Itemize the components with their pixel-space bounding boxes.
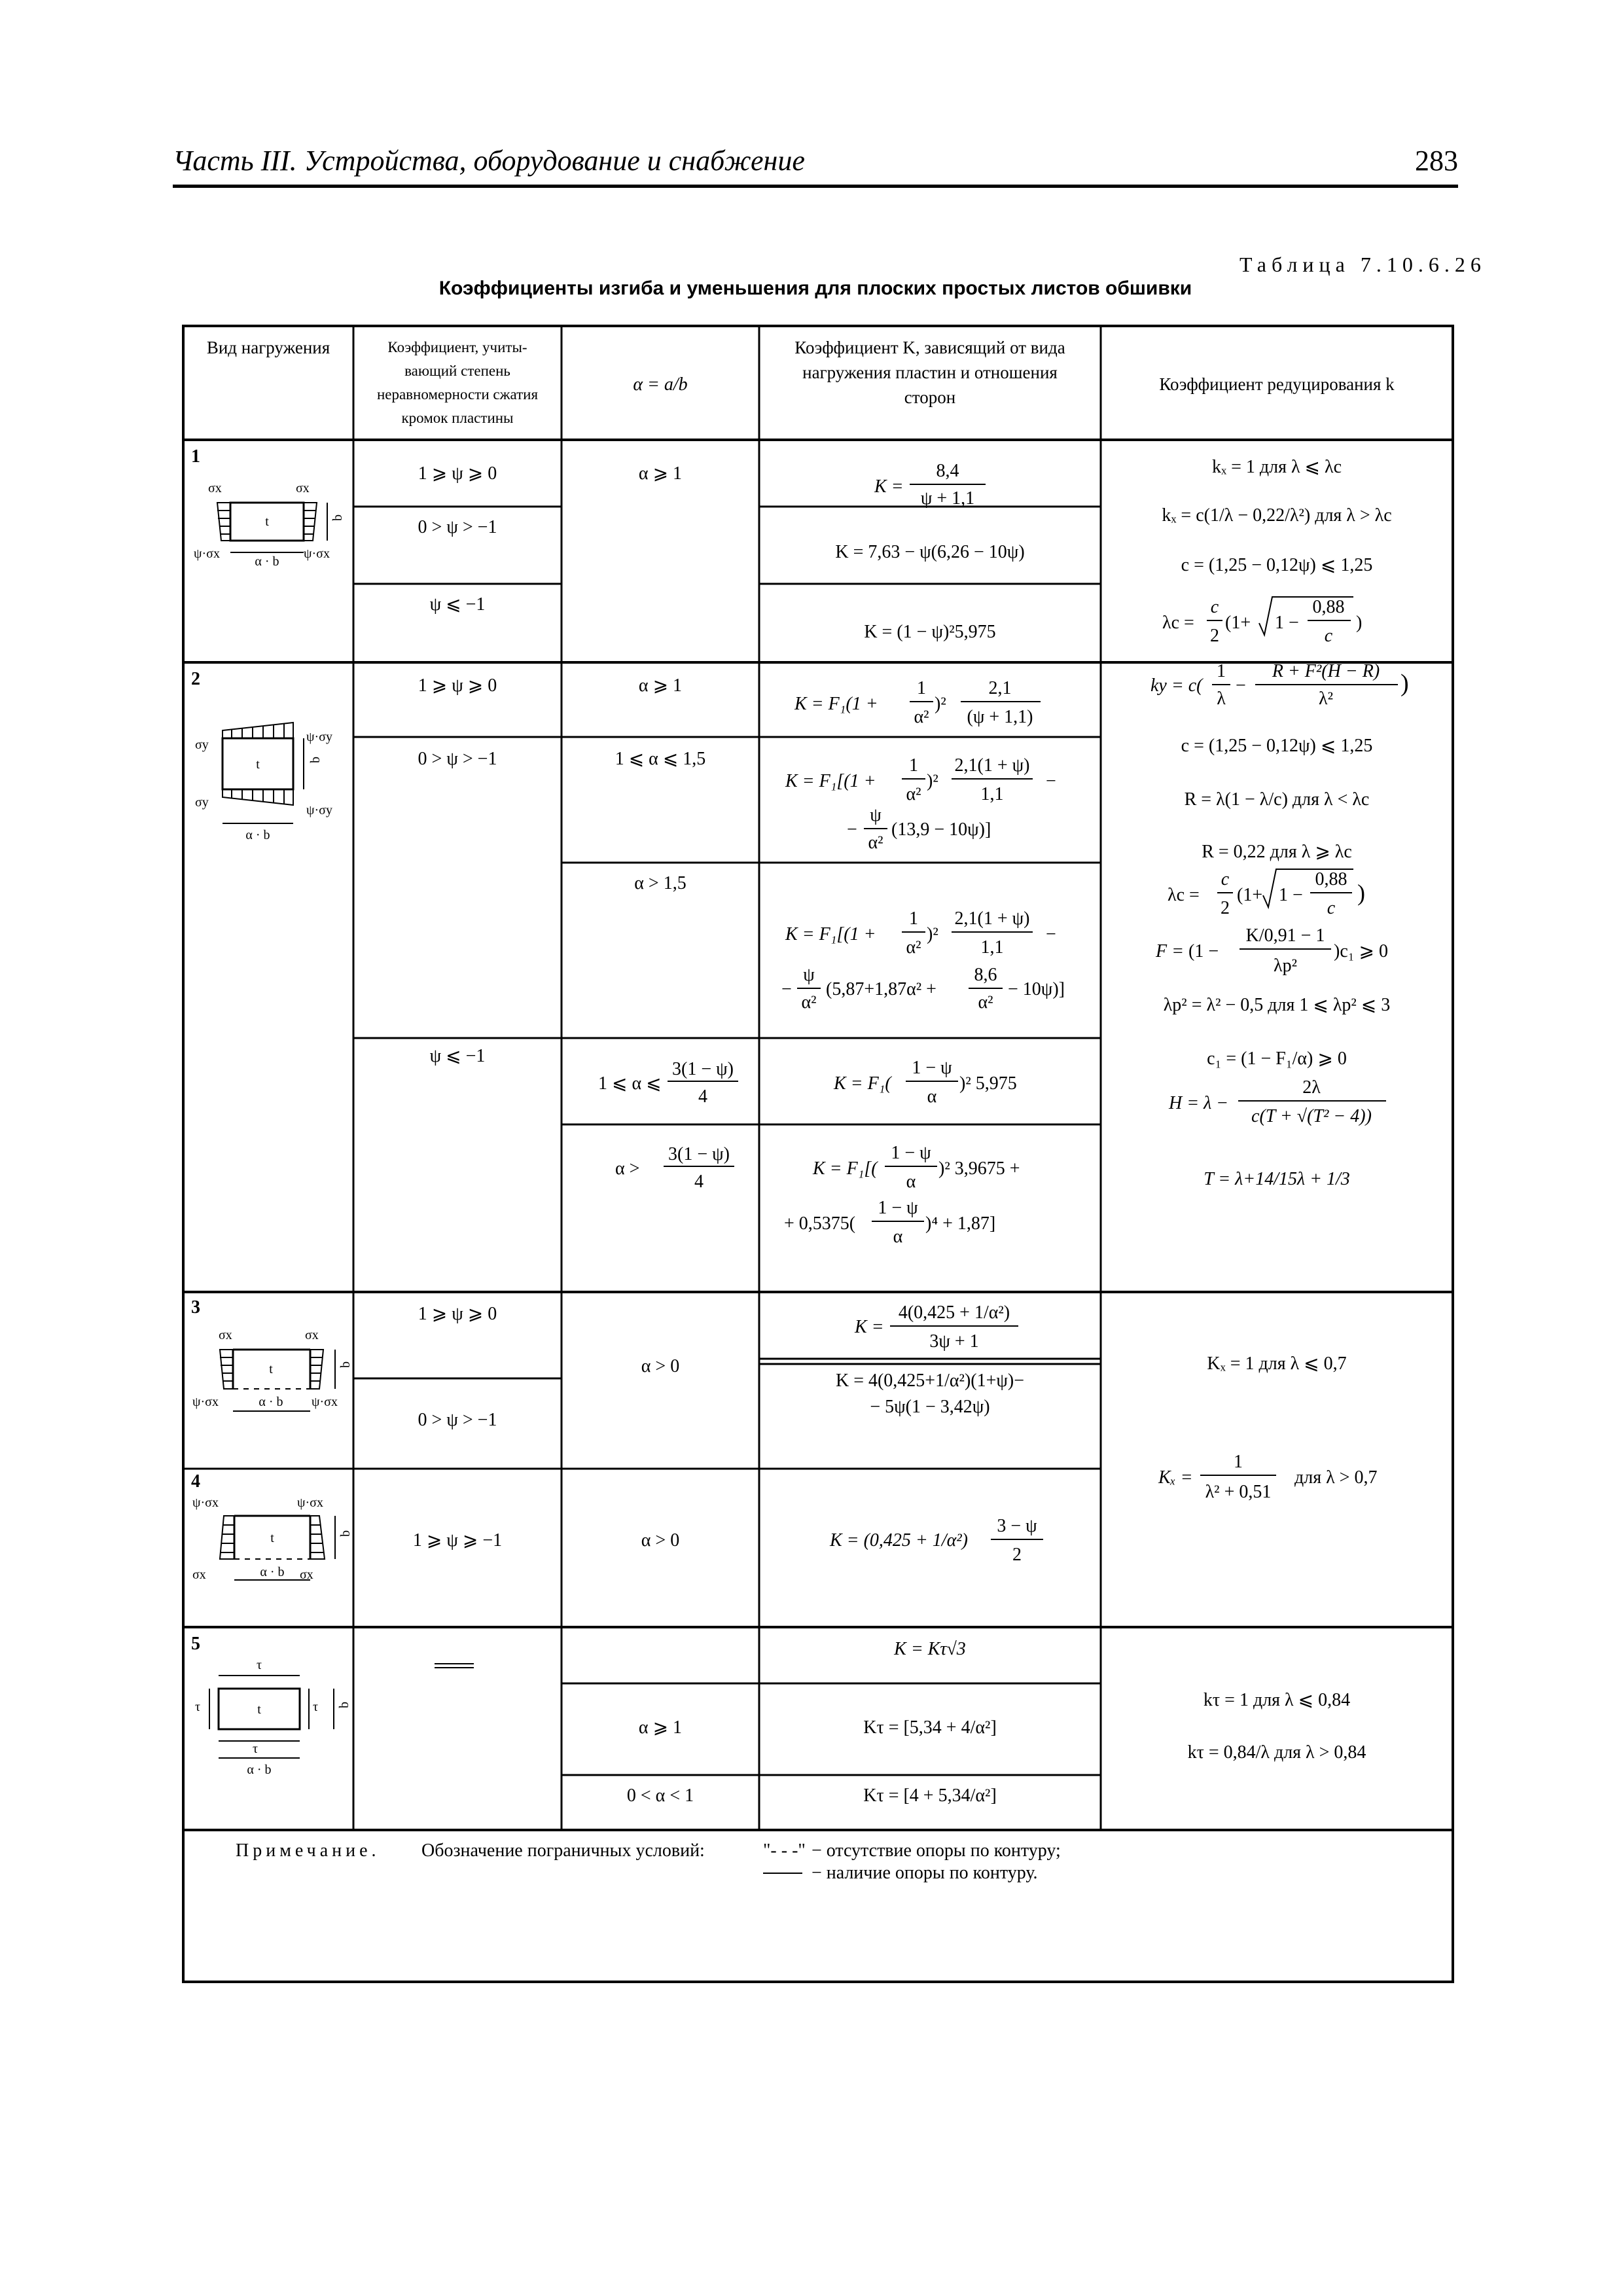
diagram-case-2 <box>195 723 332 842</box>
sigma-y-label: σy <box>195 738 209 752</box>
square: )² <box>927 924 938 944</box>
R-line-1: R = λ(1 − λ/c) для λ < λc <box>1184 789 1370 810</box>
frac-num: R + F²(H − R) <box>1272 661 1380 681</box>
K-formula-case-5-a: K = Kτ√3 <box>894 1639 966 1659</box>
frac-den: α² <box>906 784 921 804</box>
frac-num: 1 <box>909 755 918 776</box>
F-open: (1 − <box>1188 941 1219 961</box>
frac-num: c <box>1221 869 1230 889</box>
ky-lhs: ky = c( <box>1150 675 1203 696</box>
case-number-2: 2 <box>191 669 200 689</box>
psi-sigma-x-label: ψ·σx <box>194 547 220 561</box>
psi-case-1-c: ψ ⩽ −1 <box>429 594 486 615</box>
diagram-case-4 <box>192 1496 353 1582</box>
minus: − <box>781 979 792 999</box>
frac-den: λp² <box>1274 956 1297 976</box>
diagram-case-5 <box>195 1658 351 1777</box>
minus: − <box>1046 924 1056 944</box>
lambda-c-formula-case-1 <box>1162 597 1362 646</box>
minus: − <box>1046 771 1056 791</box>
Kx-line-1: Kₓ = 1 для λ ⩽ 0,7 <box>1207 1354 1347 1374</box>
K-formula-case-3-b-line-2: − 5ψ(1 − 3,42ψ) <box>870 1397 990 1417</box>
K-denominator: 3ψ + 1 <box>929 1331 979 1352</box>
Kx-lhs: Kₓ = <box>1158 1467 1193 1488</box>
case-number-1: 1 <box>191 446 200 467</box>
Kx-tail: для λ > 0,7 <box>1294 1467 1378 1488</box>
diagram-case-3 <box>192 1328 353 1411</box>
K-numerator: 8,4 <box>936 461 959 481</box>
frac-num: 1 <box>917 678 926 698</box>
paren-close: ) <box>1357 880 1365 906</box>
K-formula-case-2-b <box>785 755 1056 853</box>
alpha-case-3: α > 0 <box>641 1356 680 1376</box>
c-line: c = (1,25 − 0,12ψ) ⩽ 1,25 <box>1181 736 1373 756</box>
frac-den: α² <box>801 992 817 1013</box>
k-case-1-line-3: c = (1,25 − 0,12ψ) ⩽ 1,25 <box>1181 555 1373 575</box>
col-header-K-line-1: Коэффициент K, зависящий от вида <box>794 338 1065 357</box>
frac-den: λ² + 0,51 <box>1205 1482 1272 1502</box>
frac-den: α² <box>868 833 883 853</box>
K-formula-case-1-c: K = (1 − ψ)²5,975 <box>864 622 996 642</box>
col-header-alpha: α = a/b <box>633 374 688 395</box>
K-numerator: 4(0,425 + 1/α²) <box>898 1302 1010 1323</box>
length-label: α · b <box>247 1763 272 1777</box>
K-denominator: ψ + 1,1 <box>920 488 975 509</box>
case-5-row <box>191 1634 1366 1806</box>
psi-sigma-x-label: ψ·σx <box>312 1395 338 1409</box>
width-label: b <box>337 1702 351 1708</box>
thickness-label: t <box>270 1531 274 1545</box>
frac-num: 1 − ψ <box>891 1143 931 1163</box>
alpha-frac-num: 3(1 − ψ) <box>672 1059 734 1079</box>
psi-sigma-x-label: ψ·σx <box>297 1496 323 1510</box>
frac-den: λ² <box>1319 689 1333 709</box>
frac-num: 0,88 <box>1315 869 1347 889</box>
psi-case-2-a: 1 ⩾ ψ ⩾ 0 <box>418 675 497 696</box>
width-label: b <box>308 757 323 763</box>
table-header <box>207 338 1395 426</box>
length-label: α · b <box>259 1395 283 1409</box>
tau-label: τ <box>313 1700 319 1714</box>
psi-case-3-a: 1 ⩾ ψ ⩾ 0 <box>418 1304 497 1324</box>
note-text-1: Обозначение пограничных условий: <box>421 1840 705 1861</box>
frac-den: 1,1 <box>980 937 1004 958</box>
frac-num: ψ <box>870 805 882 825</box>
thickness-label: t <box>269 1362 273 1376</box>
col-header-psi-line-1: Коэффициент, учиты- <box>387 339 527 355</box>
tail: )⁴ + 1,87] <box>925 1213 996 1234</box>
R-line-2: R = 0,22 для λ ⩾ λc <box>1202 842 1352 862</box>
sigma-x-label: σx <box>192 1568 206 1582</box>
tau-label: τ <box>195 1700 201 1714</box>
frac-den: α <box>927 1086 937 1107</box>
thickness-label: t <box>256 757 260 772</box>
frac-den: α <box>893 1227 903 1247</box>
col-header-psi-line-4: кромок пластины <box>401 410 514 426</box>
case-number-5: 5 <box>191 1634 200 1654</box>
inner-num: 0,88 <box>1312 597 1345 617</box>
K-formula-case-3-b-line-1: K = 4(0,425+1/α²)(1+ψ)− <box>835 1371 1025 1391</box>
sigma-x-label: σx <box>208 481 222 495</box>
frac-den: 2 <box>1210 626 1219 646</box>
K-lhs: K = F₁[(1 + <box>785 924 876 944</box>
alpha-case-2-b: 1 ⩽ α ⩽ 1,5 <box>615 749 706 769</box>
col-header-reduction: Коэффициент редуцирования k <box>1159 374 1395 394</box>
K-formula-case-2-a <box>794 678 1041 727</box>
inner-den: c <box>1324 626 1333 646</box>
psi-sigma-y-label: ψ·σy <box>306 803 332 817</box>
page-number: 283 <box>1415 145 1458 177</box>
frac-den: α² <box>978 992 993 1013</box>
alpha-case-1: α ⩾ 1 <box>638 463 683 484</box>
alpha-case-2-e: α > <box>615 1158 640 1179</box>
root-body: 1 − <box>1275 613 1299 633</box>
psi-case-1-a: 1 ⩾ ψ ⩾ 0 <box>418 463 497 484</box>
K-formula-case-2-d <box>833 1058 1017 1107</box>
frac-num: 1 − ψ <box>912 1058 952 1078</box>
K-lhs: K = <box>874 476 904 497</box>
thickness-label: t <box>265 514 269 529</box>
alpha-case-2-a: α ⩾ 1 <box>638 675 683 696</box>
psi-case-4: 1 ⩾ ψ ⩾ −1 <box>412 1530 503 1551</box>
note-label: Примечание. <box>236 1840 380 1861</box>
k-formulas-case-2 <box>1150 661 1409 1189</box>
frac-num: K/0,91 − 1 <box>1245 925 1325 946</box>
width-label: b <box>330 514 345 521</box>
frac-num: 2,1(1 + ψ) <box>954 908 1030 929</box>
k-case-1-line-2: kₓ = c(1/λ − 0,22/λ²) для λ > λc <box>1162 505 1392 526</box>
square: )² <box>935 694 946 714</box>
mid: (5,87+1,87α² + <box>826 979 936 999</box>
paren-open: (1+ <box>1225 613 1251 633</box>
case-4-row <box>191 1471 1043 1582</box>
frac-num: ψ <box>803 965 815 985</box>
frac-num: 1 <box>909 908 918 929</box>
sigma-y-label: σy <box>195 795 209 810</box>
alpha-case-2-d: 1 ⩽ α ⩽ <box>598 1073 662 1094</box>
running-title: Часть III. Устройства, оборудование и снабжение <box>173 145 805 177</box>
F-tail: )c₁ ⩾ 0 <box>1334 941 1388 961</box>
psi-case-1-b: 0 > ψ > −1 <box>418 517 497 537</box>
tau-label: τ <box>257 1658 262 1672</box>
col-header-psi-line-3: неравномерности сжатия <box>376 386 539 403</box>
col-header-K-line-3: сторон <box>904 387 956 407</box>
note-text-3: − наличие опоры по контуру. <box>812 1863 1038 1883</box>
frac-num: 2,1(1 + ψ) <box>954 755 1030 776</box>
col-header-load-type: Вид нагружения <box>206 338 330 357</box>
tail: − 10ψ)] <box>1008 979 1065 999</box>
K-lhs: K = <box>855 1317 884 1337</box>
k-tau-line-1: kτ = 1 для λ ⩽ 0,84 <box>1203 1690 1351 1710</box>
minus: − <box>1236 675 1246 696</box>
k-case-1-line-1: kₓ = 1 для λ ⩽ λc <box>1211 457 1342 477</box>
psi-sigma-y-label: ψ·σy <box>306 730 332 744</box>
frac-den: α <box>906 1172 916 1192</box>
minus: − <box>847 819 857 840</box>
lambda-p-line: λp² = λ² − 0,5 для 1 ⩽ λp² ⩽ 3 <box>1163 995 1391 1015</box>
case-2-row <box>191 661 1409 1247</box>
frac-den: α² <box>906 937 921 958</box>
coefficient-table <box>182 325 1454 1990</box>
note-dashed-sample: "- - -" <box>763 1840 806 1861</box>
alpha-case-5-a: α ⩾ 1 <box>638 1717 683 1738</box>
K-formula-case-5-b: Kτ = [5,34 + 4/α²] <box>863 1717 997 1738</box>
frac-num: c <box>1210 597 1219 617</box>
case-number-3: 3 <box>191 1297 200 1318</box>
alpha-case-2-c: α > 1,5 <box>634 873 687 893</box>
paren-close: ) <box>1400 670 1409 697</box>
K-formula-case-2-e <box>784 1143 1020 1247</box>
frac-den: α² <box>914 707 929 727</box>
width-label: b <box>338 1530 353 1537</box>
frac-num: 8,6 <box>974 965 997 985</box>
tail: (13,9 − 10ψ)] <box>891 819 991 840</box>
frac-num: 1 <box>1217 661 1226 681</box>
F-lhs: F = <box>1156 941 1184 961</box>
length-label: α · b <box>260 1565 285 1579</box>
k-tau-line-2: kτ = 0,84/λ для λ > 0,84 <box>1187 1742 1366 1763</box>
K-formula-case-2-c <box>781 908 1065 1013</box>
alpha-frac-den: 4 <box>698 1086 707 1107</box>
sigma-x-label: σx <box>305 1328 319 1342</box>
frac-den: 2 <box>1221 898 1230 918</box>
square: )² <box>927 771 938 791</box>
length-label: α · b <box>245 828 270 842</box>
diagram-case-1 <box>194 481 345 569</box>
H-lhs: H = λ − <box>1169 1093 1229 1113</box>
psi-case-2-c: ψ ⩽ −1 <box>429 1046 486 1066</box>
T-line: T = λ+14/15λ + 1/3 <box>1204 1169 1350 1189</box>
thickness-label: t <box>257 1702 261 1717</box>
root-body: 1 − <box>1279 885 1303 905</box>
frac-den: (ψ + 1,1) <box>967 707 1033 727</box>
K-numerator: 3 − ψ <box>997 1516 1037 1536</box>
frac-den: c <box>1327 898 1336 918</box>
table-caption: Коэффициенты изгиба и уменьшения для плоских простых листов обшивки <box>438 278 1192 299</box>
sigma-x-label: σx <box>219 1328 232 1342</box>
length-label: α · b <box>255 554 279 569</box>
line-2: + 0,5375( <box>784 1213 856 1234</box>
psi-sigma-x-label: ψ·σx <box>192 1395 219 1409</box>
K-lhs: K = F₁( <box>834 1073 891 1094</box>
frac-den: c(T + √(T² − 4)) <box>1251 1106 1372 1126</box>
frac-num: 2,1 <box>988 678 1012 698</box>
frac-den: 1,1 <box>980 784 1004 804</box>
K-denominator: 2 <box>1012 1545 1022 1565</box>
alpha-frac-num: 3(1 − ψ) <box>668 1144 730 1164</box>
K-lhs: K = F₁(1 + <box>794 694 878 714</box>
K-formula-case-5-c: Kτ = [4 + 5,34/α²] <box>863 1785 997 1806</box>
K-lhs: K = F₁[( <box>813 1158 878 1179</box>
tail: )² 3,9675 + <box>938 1158 1020 1179</box>
col-header-K-line-2: нагружения пластин и отношения <box>802 363 1058 382</box>
width-label: b <box>338 1361 353 1368</box>
K-lhs: K = F₁[(1 + <box>785 771 876 791</box>
running-head <box>173 137 1458 188</box>
col-header-psi-line-2: вающий степень <box>404 363 510 379</box>
alpha-case-4: α > 0 <box>641 1530 680 1551</box>
sigma-x-label: σx <box>300 1568 313 1582</box>
paren-open: (1+ <box>1237 885 1263 905</box>
paren-close: ) <box>1356 613 1363 633</box>
note-text-2: − отсутствие опоры по контуру; <box>812 1840 1061 1861</box>
lambda-c-lhs: λc = <box>1168 885 1200 905</box>
k-formulas-case-3-4 <box>1158 1354 1377 1502</box>
frac-num: 2λ <box>1302 1077 1321 1098</box>
psi-sigma-x-label: ψ·σx <box>192 1496 219 1510</box>
alpha-case-5-b: 0 < α < 1 <box>626 1785 694 1806</box>
c1-line: c₁ = (1 − F₁/α) ⩾ 0 <box>1207 1049 1347 1069</box>
alpha-frac-den: 4 <box>694 1172 704 1192</box>
frac-num: 1 <box>1234 1452 1243 1472</box>
table-number: Таблица 7.10.6.26 <box>1240 253 1486 276</box>
sigma-x-label: σx <box>296 481 310 495</box>
supported-edge-symbol <box>435 1664 474 1668</box>
lambda-c-lhs: λc = <box>1162 613 1194 633</box>
frac-num: 1 − ψ <box>878 1198 918 1218</box>
case-number-4: 4 <box>191 1471 200 1492</box>
table-note <box>236 1840 1061 1883</box>
psi-case-2-b: 0 > ψ > −1 <box>418 749 497 769</box>
frac-den: λ <box>1217 689 1226 709</box>
K-formula-case-1-b: K = 7,63 − ψ(6,26 − 10ψ) <box>835 542 1025 562</box>
tail: )² 5,975 <box>959 1073 1017 1094</box>
psi-case-3-b: 0 > ψ > −1 <box>418 1410 497 1430</box>
tau-label: τ <box>253 1742 259 1756</box>
psi-sigma-x-label: ψ·σx <box>304 547 330 561</box>
K-lhs: K = (0,425 + 1/α²) <box>830 1530 968 1551</box>
case-1-row <box>191 446 1392 646</box>
